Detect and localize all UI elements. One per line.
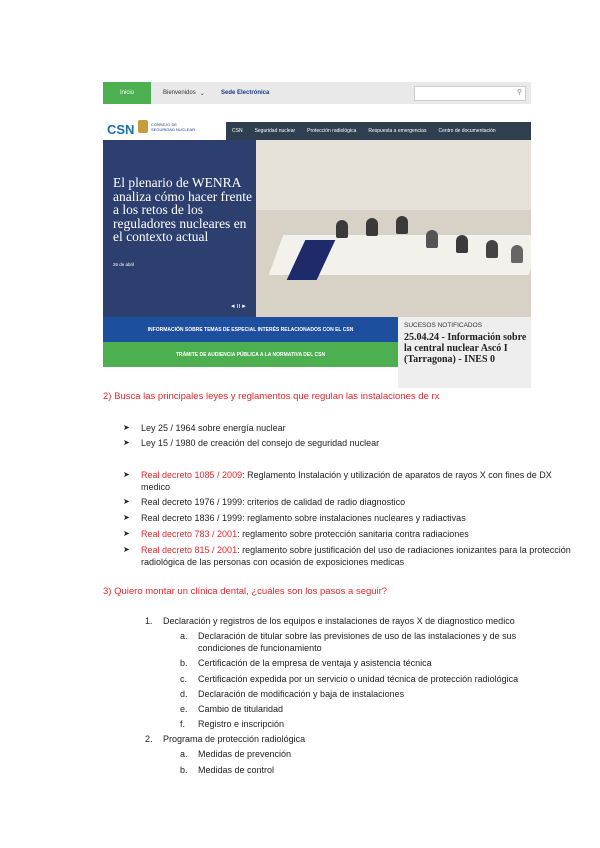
arrow-bullet-icon: ➤ xyxy=(123,438,130,447)
decree-link[interactable]: Real decreto 783 / 2001 xyxy=(141,529,238,539)
step-number: 1. xyxy=(145,616,153,626)
sucesos-heading: SUCESOS NOTIFICADOS xyxy=(404,322,483,329)
substep-letter: b. xyxy=(180,765,188,775)
arrow-bullet-icon: ➤ xyxy=(123,529,130,538)
csn-logo[interactable]: CSN xyxy=(107,122,135,137)
top-bar xyxy=(103,82,531,104)
substep-letter: d. xyxy=(180,689,188,699)
arrow-bullet-icon: ➤ xyxy=(123,545,130,554)
inicio-button[interactable]: Inicio xyxy=(103,82,151,104)
sucesos-title: 25.04.24 - Información sobre la central nuclear Ascó I (Tarragona) - INES 0 xyxy=(404,332,527,365)
substep-letter: a. xyxy=(180,631,188,641)
arrow-bullet-icon: ➤ xyxy=(123,513,130,522)
substep-letter: a. xyxy=(180,749,188,759)
nav-item-csn[interactable]: CSN xyxy=(232,128,243,134)
substep-letter: c. xyxy=(180,674,188,684)
carousel-controls[interactable]: ◂ ıı ▸ xyxy=(231,303,246,310)
step-number: 2. xyxy=(145,734,153,744)
sucesos-panel[interactable] xyxy=(398,317,531,388)
substep-letter: e. xyxy=(180,704,188,714)
substep-letter: b. xyxy=(180,658,188,668)
nav-item-documentacion[interactable]: Centro de documentación xyxy=(438,128,496,134)
arrow-bullet-icon: ➤ xyxy=(123,423,130,432)
tramite-banner[interactable]: TRÁMITE DE AUDIENCIA PÚBLICA A LA NORMATIVA DEL CSN xyxy=(103,342,398,367)
bienvenidos-menu[interactable] xyxy=(163,82,205,104)
main-nav xyxy=(226,122,531,140)
search-icon[interactable]: ⚲ xyxy=(516,89,522,96)
question-2: 2) Busca las principales leyes y reglamentos que regulan las instalaciones de rx xyxy=(103,391,440,402)
step-text: Programa de protección radiológica xyxy=(163,734,306,744)
decree-link[interactable]: Real decreto 1085 / 2009 xyxy=(141,470,243,480)
nav-item-seguridad[interactable]: Seguridad nuclear xyxy=(254,128,296,134)
arrow-bullet-icon: ➤ xyxy=(123,470,130,479)
chevron-down-icon: ⌄ xyxy=(199,90,205,97)
decree-link[interactable]: Real decreto 815 / 2001 xyxy=(141,545,238,555)
csn-website-screenshot xyxy=(103,82,531,388)
arrow-bullet-icon: ➤ xyxy=(123,497,130,506)
hero-date: 26 de abril xyxy=(113,262,135,267)
hero-title: El plenario de WENRA analiza cómo hacer frente a los retos de los reguladores nucleares en el contexto actual xyxy=(113,175,253,244)
hero-panel[interactable] xyxy=(103,140,256,317)
substep-text: Declaración de modificación y baja de instalaciones xyxy=(198,689,405,699)
substep-text: Certificación expedida por un servicio o unidad técnica de protección radiológica xyxy=(198,674,519,684)
info-banner[interactable]: INFORMACIÓN SOBRE TEMAS DE ESPECIAL INTERÉS RELACIONADOS CON EL CSN xyxy=(103,317,398,342)
question-3: 3) Quiero montar un clínica dental, ¿cuáles son los pasos a seguir? xyxy=(103,586,388,597)
substep-text: Declaración de titular sobre las previsiones de uso de las instalaciones y de sus condiciones de funcionamiento xyxy=(198,631,517,653)
substep-text: Registro e inscripción xyxy=(198,719,285,729)
nav-item-emergencias[interactable]: Respuesta a emergencias xyxy=(368,128,427,134)
substep-text: Certificación de la empresa de ventaja y asistencia técnica xyxy=(198,658,432,668)
bienvenidos-label: Bienvenidos xyxy=(163,90,196,96)
substep-text: Medidas de control xyxy=(198,765,275,775)
hero-photo xyxy=(256,140,531,317)
substep-letter: f. xyxy=(180,719,186,729)
logo-subtitle: CONSEJO DE SEGURIDAD NUCLEAR xyxy=(151,122,196,132)
crest-icon xyxy=(138,120,148,133)
substep-text: Medidas de prevención xyxy=(198,749,292,759)
sede-electronica-link[interactable]: Sede Electrónica xyxy=(221,90,270,96)
step-text: Declaración y registros de los equipos e instalaciones de rayos X de diagnostico medico xyxy=(163,616,515,626)
nav-item-proteccion[interactable]: Protección radiológica xyxy=(307,128,357,134)
search-input[interactable] xyxy=(414,86,526,101)
substep-text: Cambio de titularidad xyxy=(198,704,284,714)
